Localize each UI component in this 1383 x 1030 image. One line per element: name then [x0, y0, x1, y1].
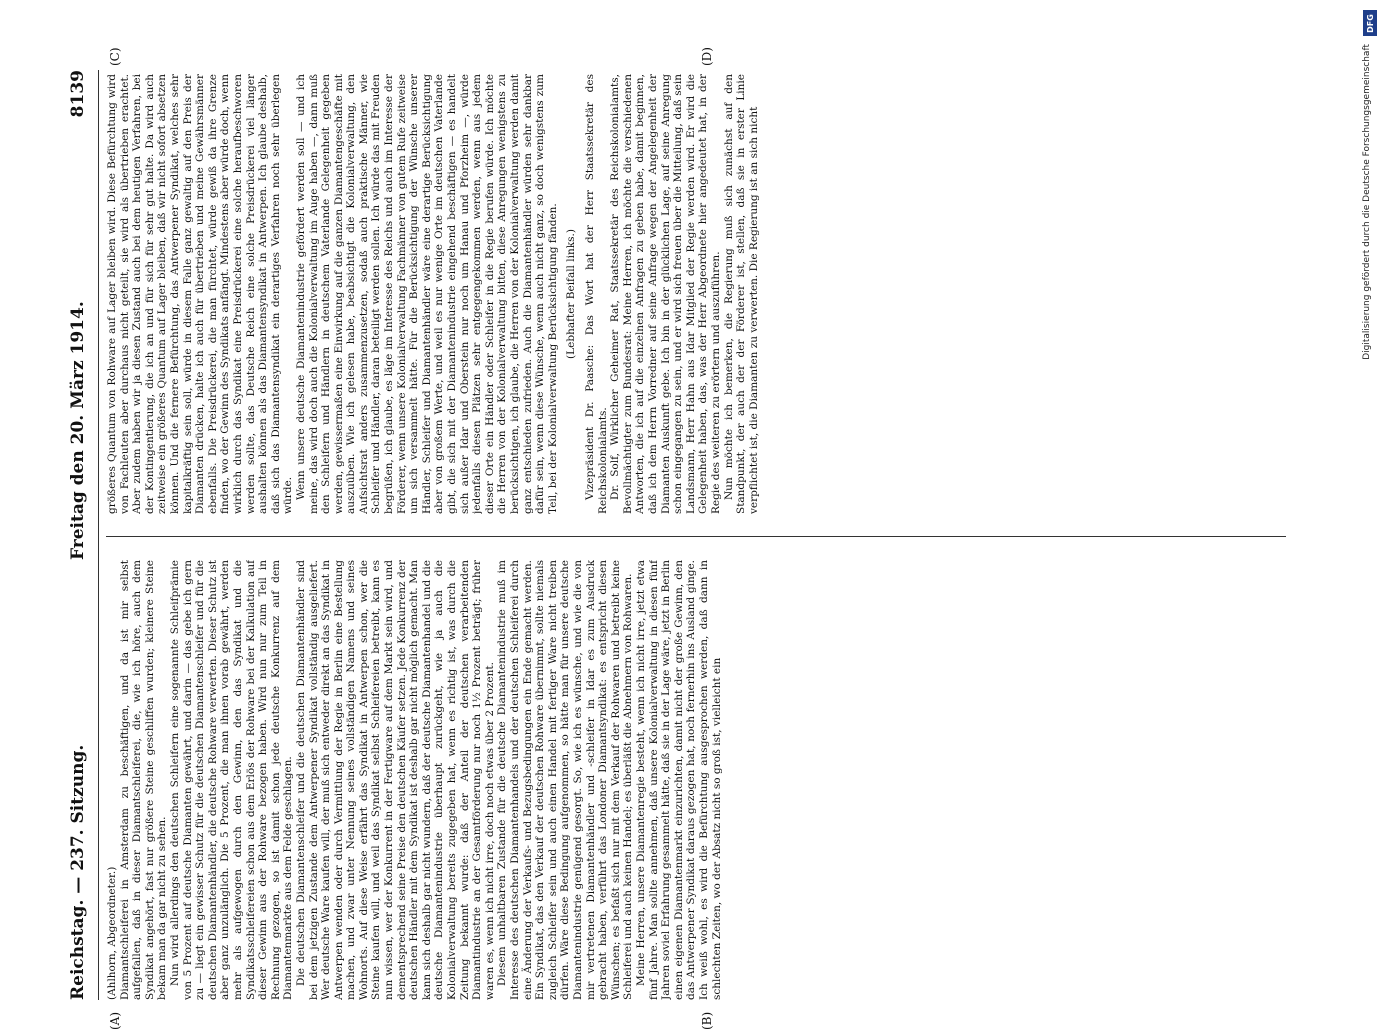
digitization-sidebar [1357, 0, 1383, 1000]
margin-marker-b: (B) [700, 1011, 714, 1030]
page-number: 8139 [68, 70, 88, 118]
dfg-logo: DFG [1363, 10, 1377, 36]
header-left: Reichstag. — 237. Sitzung. [68, 744, 88, 1000]
header-date: Freitag den 20. März 1914. [68, 301, 88, 560]
paragraph: Dr. Solf, Wirklicher Geheimer Rat, Staatssekretär des Reichskolonialamts, Bevollmächtigter zum Bundesrat: Meine Herren, ich möchte die verschiedenen Antworten, die ich auf die einzelnen Anfragen zu geben habe, damit beginnen, daß ich dem Herrn Vorredner auf seine Anfrage wegen der Angelegenheit der Diamanten Auskunft gebe. Ich bin in der glücklichen Lage, auf seine Anregung schon eingegangen zu sein, und er wird sich freuen über die Mitteilung, daß sein Landsmann, Herr Hahn aus Idar Mitglied der Regie werden wird. Er wird die Gelegenheit haben, das, was der Herr Abgeordnete hier angedeutet hat, in der Regie des weiteren zu erörtern und auszuführen. [609, 74, 722, 514]
margin-marker-a: (A) [108, 1011, 122, 1030]
applause-note: (Lebhafter Beifall links.) [565, 229, 578, 359]
paragraph: Nun möchte ich bemerken, die Regierung muß sich zunächst auf den Standpunkt, der auch der der Förderer ist, stellen, daß sie in erster Linie verpflichtet ist, die Diamanten zu verwerten. Die Regierung ist an sich nicht [722, 74, 760, 514]
header-rule [98, 70, 99, 1000]
paragraph: Wenn unsere deutsche Diamantenindustrie gefördert werden soll — und ich meine, das wird doch auch die Kolonialverwaltung im Auge haben —, dann muß den Schleifern und Händlern in deutschem Vaterlande Gelegenheit gegeben werden, gewissermaßen eine Einwirkung auf die ganzen Diamantengeschäfte mit auszuüben. Wie ich gelesen habe, beabsichtigt die Kolonialverwaltung, den Aufsichtsrat anders zusammenzusetzen, sodaß auch praktische Männer, wie Schleifer und Händler, daran beteiligt werden sollen. Ich würde das mit Freuden begrüßen, ich glaube, es läge im Interesse des Reichs und auch im Interesse der Förderer, wenn unsere Kolonialverwaltung Fachmänner von gutem Rufe zeitweise um sich versammelt hätte. Für die Berücksichtigung der Wünsche unserer Händler, Schleifer und Diamantenhändler wäre eine derartige Berücksichtigung aber von großem Werte, und weil es nur wenige Orte im deutschen Vaterlande gibt, die sich mit der Diamantenindustrie eingehend beschäftigen — es handelt sich außer Idar und Oberstein nur noch um Hanau und Pforzheim —, würde jedenfalls diesen Plätzen sehr entgegengekommen werden, wenn aus jedem dieser Orte ein Händler oder Schleifer in die Regie berufen würde. Ich möchte die Herren von der Kolonialverwaltung bitten, diese Anregungen wenigstens zu berücksichtigen, ich glaube, die Herren von der Kolonialverwaltung werden damit ganz entschieden zufrieden. Auch die Diamantenhändler würden sehr dankbar dafür sein, wenn diese Wünsche, wenn auch nicht ganz, so doch wenigstens zum Teil, bei der Kolonialverwaltung Berücksichtigung fänden. [294, 74, 559, 514]
paragraph: Die deutschen Diamantenschleifer und die deutschen Diamantenhändler sind bei dem jetzigen Zustande dem Antwerpener Syndikat vollständig ausgeliefert. Wer deutsche Ware kaufen will, der muß sich entweder direkt an das Syndikat in Antwerpen wenden oder durch Vermittlung der Regie in Berlin eine Bestellung machen, und zwar unter Nennung seines vollständigen Namens und seines Wohnorts. Auf diese Weise erfährt das Syndikat in Antwerpen schon, wer die Steine kaufen will, und weil das Syndikat selbst Schleifereien betreibt, kann es nun wissen, wer der Konkurrent in der Fertigware auf dem Markt sein wird, und dementsprechend seine Preise den deutschen Käufer setzen. Jede Konkurrenz der deutschen Händler mit dem Syndikat ist deshalb gar nicht möglich gemacht. Man kann sich deshalb gar nicht wundern, daß der deutsche Diamantenhandel und die deutsche Diamantenindustrie überhaupt zurückgeht, wie ja auch die Kolonialverwaltung bereits zugegeben hat, wenn es richtig ist, was durch die Zeitung bekannt wurde: daß der Anteil der deutschen verarbeitenden Diamantindustrie an der Gesamtförderung nur noch 1½ Prozent beträgt; früher waren es, wenn ich nicht irre, doch noch etwas über 2 Prozent. [294, 560, 496, 1000]
paragraph: Meine Herren, unsere Diamantenregie besteht, wenn ich nicht irre, jetzt etwa fünf Jahre. Man sollte annehmen, daß unsere Kolonialverwaltung in diesen fünf Jahren soviel Erfahrung gesammelt hätte, daß sie in der Lage wäre, jetzt in Berlin einen eigenen Diamantenmarkt einzurichten, damit nicht der große Gewinn, den das Antwerpener Syndikat daraus gezogen hat, noch fernerhin ins Ausland ginge. Ich weiß wohl, es wird die Befürchtung ausgesprochen werden, daß dann in schlechten Zeiten, wo der Absatz nicht so groß ist, vielleicht ein [634, 560, 723, 1000]
column-left [106, 560, 1286, 1000]
paragraph: Nun wird allerdings den deutschen Schleifern eine sogenannte Schleifprämie von 5 Prozent auf deutsche Diamanten gewährt, und darin — das gebe ich gern zu — liegt ein gewisser Schutz für die deutschen Diamantenschleifer und für die deutschen Diamantenhändler, die deutsche Rohware verwerten. Dieser Schutz ist aber ganz unzulänglich. Die 5 Prozent, die man ihnen vorab gewährt, werden mehr als aufgewogen durch den Gewinn, den das Syndikat und die Syndikatsschleifereien schon aus dem Erlös der Rohware bei der Kalkulation auf dieser Gewinn aus der Rohware bezogen haben. Wird nun nur zum Teil in Rechnung gezogen, so ist damit schon jede deutsche Konkurrenz auf dem Diamantenmarkte aus dem Felde geschlagen. [168, 560, 295, 1000]
newspaper-page [60, 47, 1360, 1030]
margin-marker-c: (C) [108, 47, 122, 66]
speaker-tag: (Ahlhorn, Abgeordneter.) [106, 866, 118, 1000]
chair-line: Vizepräsident Dr. Paasche: Das Wort hat der Herr Staatssekretär des Reichskolonialamts. [583, 74, 609, 514]
margin-marker-d: (D) [700, 47, 714, 66]
paragraph: Diesem unhaltbaren Zustande für die deutsche Diamantenindustrie muß im Interesse des deutschen Diamantenhandels und der deutschen Schleiferei durch eine Änderung der Verkaufs- und Bezugsbedingungen ein Ende gemacht werden. Ein Syndikat, das den Verkauf der deutschen Rohware übernimmt, sollte niemals zugleich Schleifer sein und auch einen Handel mit fertiger Ware nicht treiben dürfen. Wäre diese Bedingung aufgenommen, so hätte man für unsere deutsche Diamantenindustrie genügend gesorgt. So, wie ich es wünsche, und wie die von mir vertretenen Diamantenhändler und -schleifer in Idar es zum Ausdruck gebracht haben, verführt das Londoner Diamantsyndikat: es entspricht diesen Wünschen; es befaßt sich nur mit dem Verkauf der Rohwaren und betreibt keine Schleiferei und auch keinen Handel; es überläßt die Abnehmern von Rohwaren. [496, 560, 635, 1000]
page-header [60, 70, 100, 1000]
column-right [106, 74, 1286, 514]
paragraph: Diamantschleiferei in Amsterdam zu beschäftigen, und da ist mir selbst aufgefallen, daß in dieser Diamantschleiferei, die, wie ich höre, auch dem Syndikat angehört, fast nur größere Steine geschliffen wurden; kleinere Steine bekam man da gar nicht zu sehen. [118, 560, 169, 1000]
funding-note: Digitalisierung gefördert durch die Deutsche Forschungsgemeinschaft [1362, 44, 1372, 360]
column-divider [106, 536, 1286, 537]
paragraph: größeres Quantum von Rohware auf Lager bleiben wird. Diese Befürchtung wird von Fachleuten aber durchaus nicht geteilt, sie wird als übertrieben erachtet. Aber zudem haben wir ja diesen Zustand auch bei dem heutigen Verfahren, bei der Kontingentierung, die ich an und für sich für sehr gut halte. Da wird auch zeitweise ein größeres Quantum auf Lager bleiben, daß wir nicht sofort absetzen können. Und die fernere Befürchtung, das Antwerpener Syndikat, welches sehr kapitalkräftig sein soll, würde in diesem Falle ganz gewaltig auf den Preis der Diamanten drücken, halte ich auch für übertrieben und meine Gewährsmänner ebenfalls. Die Preisdrückerei, die man fürchtet, würde gewiß da ihre Grenze finden, wo der Gewinn des Syndikats anfängt. Mindestens aber würde doch, wenn wirklich durch das Syndikat eine Preisdrückerei eine solche heraufbeschworen werden sollte, das Deutsche Reich eine solche Preisdrückerei viel länger aushalten können als das Diamantensyndikat in Antwerpen. Ich glaube deshalb, daß sich das Diamantensyndikat ein derartiges Verfahren noch sehr überlegen würde. [106, 74, 295, 514]
